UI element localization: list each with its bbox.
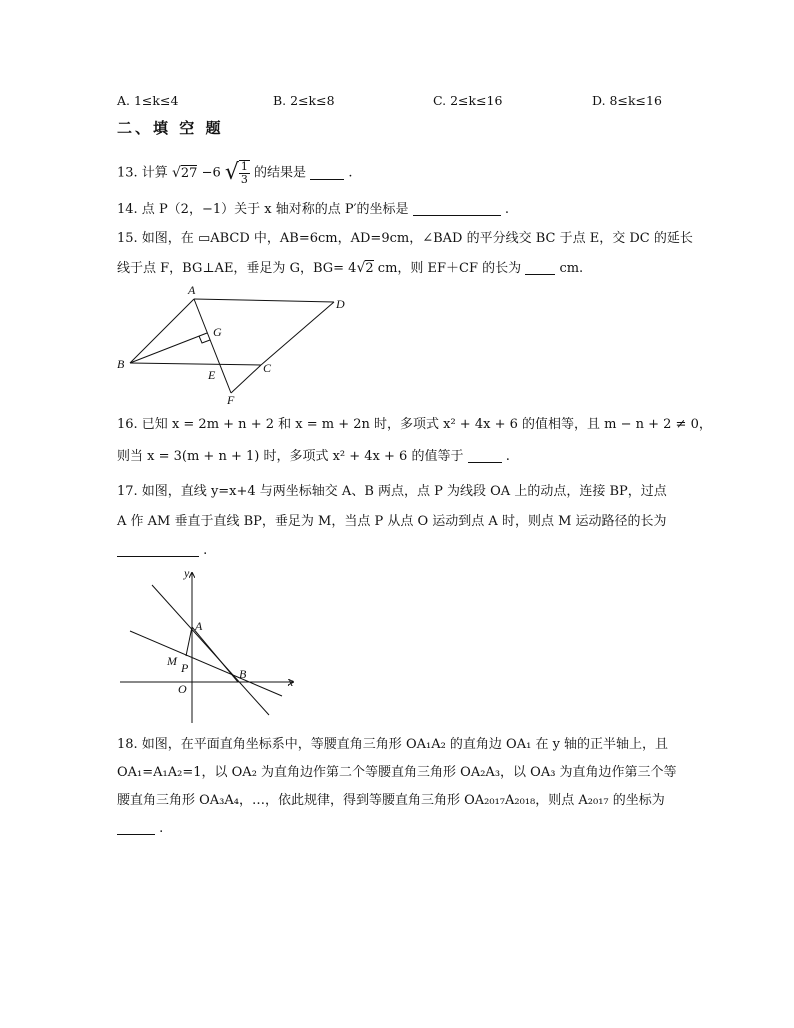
option-b: B. 2≤k≤8 [273, 93, 335, 108]
q15-line2-a: 线于点 F，BG⊥AE，垂足为 G，BG= [117, 261, 345, 276]
question-14 [117, 200, 509, 220]
label-P: P [181, 661, 189, 675]
answer-blank-15[interactable] [525, 260, 555, 275]
q17-end: . [203, 543, 208, 558]
question-18-line-3: 腰直角三角形 OA₃A₄，…，依此规律，得到等腰直角三角形 OA₂₀₁₇A₂₀₁₈，则点 A₂₀₁₇ 的坐标为 [117, 793, 665, 808]
fraction-numerator: 1 [240, 160, 248, 173]
answer-blank-17[interactable] [117, 542, 199, 557]
segment-AD [194, 299, 334, 302]
question-18-line-4 [117, 819, 163, 839]
line-BP [130, 631, 282, 696]
sqrt-fraction: √ $\frac{1}{3}$ [224, 160, 248, 186]
label-C: C [263, 361, 272, 375]
axis-label-x: x [288, 675, 294, 689]
question-18-line-1: 18. 如图，在平面直角坐标系中，等腰直角三角形 OA₁A₂ 的直角边 OA₁ 在 y 轴的正半轴上，且 [117, 737, 669, 752]
option-a: A. 1≤k≤4 [117, 93, 179, 108]
segment-AM [186, 627, 192, 656]
segment-DC [261, 302, 334, 365]
line-y-equals-x-plus-4 [152, 585, 269, 715]
fraction-denominator: 3 [240, 173, 248, 186]
q16-line2: 则当 x = 3(m + n + 1) 时，多项式 x² + 4x + 6 的值等于 [117, 449, 464, 464]
figure-17-coordinate-plane [115, 565, 305, 725]
right-angle-mark [199, 336, 210, 343]
label-M: M [167, 654, 177, 668]
question-17-line-1: 17. 如图，直线 y=x+4 与两坐标轴交 A、B 两点，点 P 为线段 OA 上的动点，连接 BP，过点 [117, 484, 667, 499]
label-B: B [117, 357, 125, 371]
label-D: D [336, 297, 345, 311]
q15-end: cm. [559, 261, 584, 276]
segment-CF [231, 365, 261, 393]
q15-radicand: 2 [365, 261, 374, 276]
question-16-line-1: 16. 已知 x = 2m + n + 2 和 x = m + 2n 时，多项式 x² + 4x + 6 的值相等，且 m − n + 2 ≠ 0， [117, 417, 712, 432]
label-A: A [195, 619, 203, 633]
question-15-line-1: 15. 如图，在 ▭ABCD 中，AB=6cm，AD=9cm，∠BAD 的平分线交 BC 于点 E，交 DC 的延长 [117, 231, 693, 246]
question-17-line-2: A 作 AM 垂直于直线 BP，垂足为 M，当点 P 从点 O 运动到点 A 时，则点 M 运动路径的长为 [117, 514, 667, 529]
answer-blank-13[interactable] [310, 165, 344, 180]
question-18-line-2: OA₁=A₁A₂=1，以 OA₂ 为直角边作第二个等腰直角三角形 OA₂A₃，以 OA₃ 为直角边作第三个等 [117, 765, 677, 780]
label-B: B [239, 667, 247, 681]
answer-blank-14[interactable] [413, 201, 501, 216]
question-17-line-3 [117, 541, 207, 561]
figure-15-parallelogram [110, 282, 360, 407]
segment-AB [192, 627, 238, 682]
q14-text: 14. 点 P（2，−1）关于 x 轴对称的点 P′的坐标是 [117, 202, 409, 217]
option-d: D. 8≤k≤16 [592, 93, 662, 108]
answer-blank-16[interactable] [468, 448, 502, 463]
q13-prefix: 13. 计算 [117, 165, 168, 181]
question-13 [117, 160, 352, 186]
label-O: O [178, 682, 187, 696]
section-title: 二、填 空 题 [117, 119, 224, 137]
q15-line2-b: cm，则 EF＋CF 的长为 [377, 261, 522, 276]
question-16-line-2 [117, 447, 510, 467]
q15-coef: 4 [348, 261, 357, 276]
segment-BG [130, 333, 207, 363]
q18-end: . [159, 821, 164, 836]
radicand-27: 27 [180, 165, 198, 181]
q13-minus-6: −6 [201, 165, 221, 181]
answer-blank-18[interactable] [117, 820, 155, 835]
segment-AB [130, 299, 194, 363]
axis-label-y: y [184, 566, 190, 580]
label-G: G [213, 325, 222, 339]
sqrt-27: √27 [171, 164, 198, 181]
label-F: F [227, 393, 235, 407]
q16-end: . [505, 449, 510, 464]
q14-end: . [504, 202, 509, 217]
q13-end: . [348, 165, 353, 181]
q13-tail: 的结果是 [254, 165, 307, 181]
label-E: E [208, 368, 216, 382]
question-15-line-2: 线于点 F，BG⊥AE，垂足为 G，BG= 4√2 cm，则 EF＋CF 的长为 cm. [117, 260, 584, 276]
label-A: A [188, 283, 196, 297]
segment-BC [130, 363, 261, 365]
option-c: C. 2≤k≤16 [433, 93, 503, 108]
